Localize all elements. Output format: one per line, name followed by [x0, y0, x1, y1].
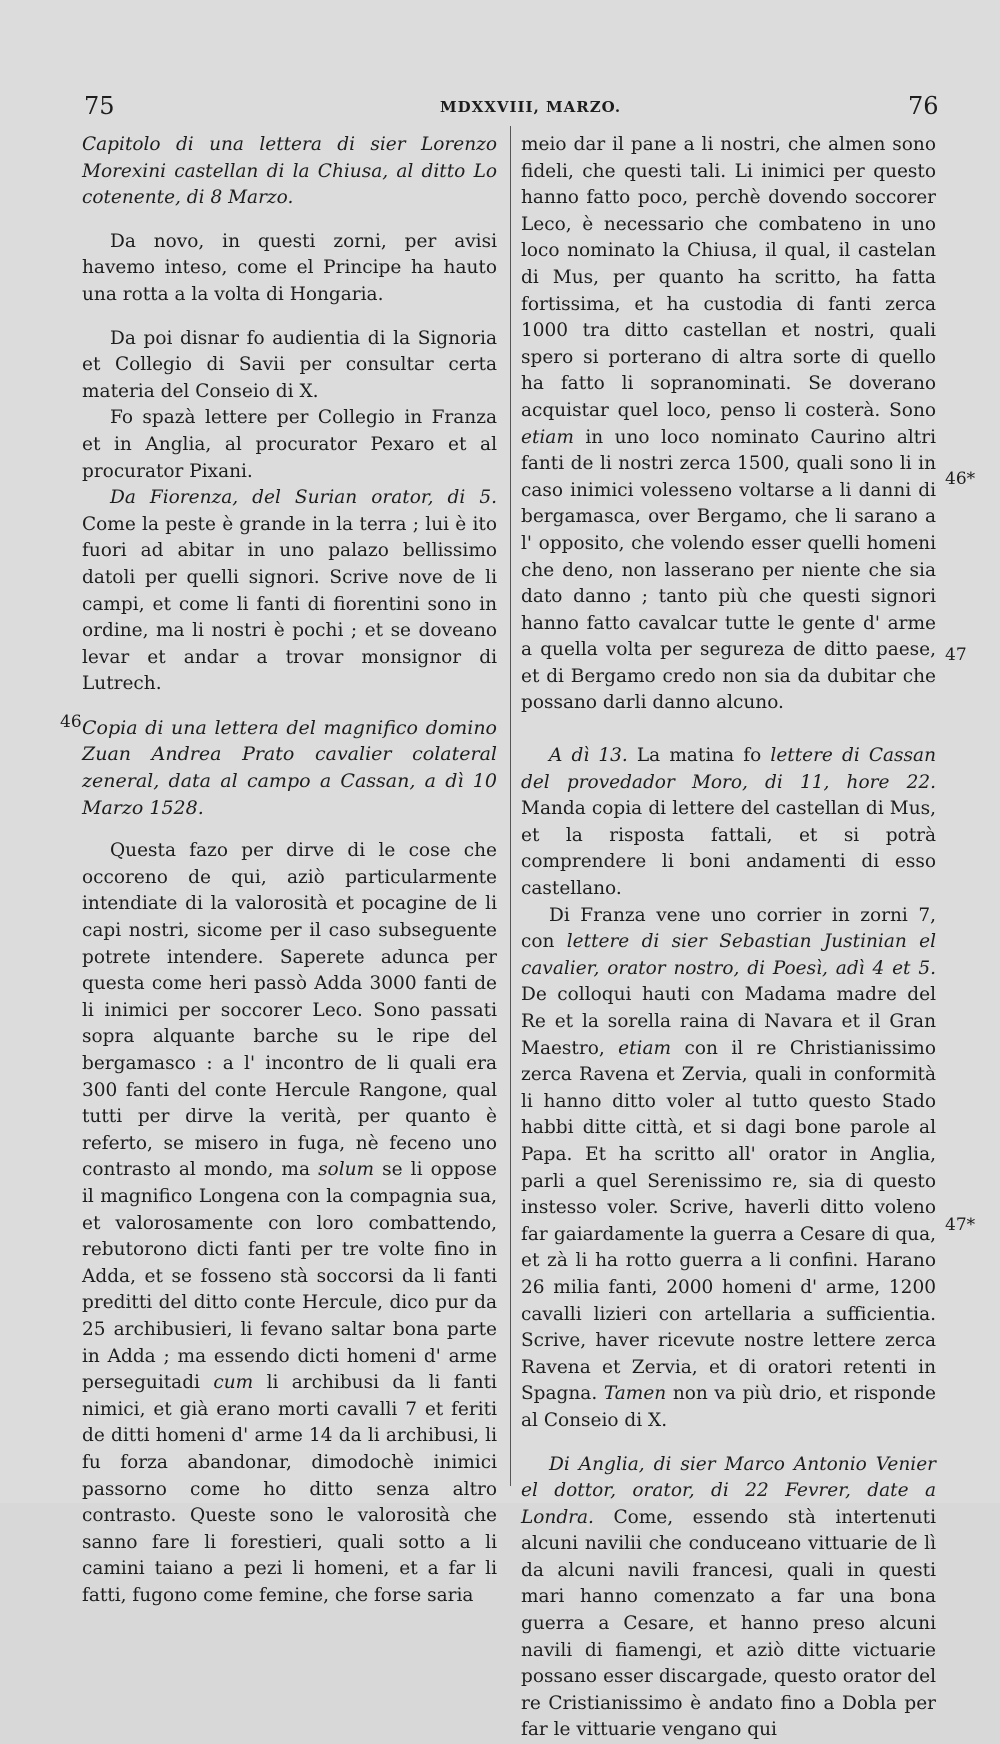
margin-note-47: 47 — [945, 645, 967, 665]
paragraph-text: De colloqui hauti con Madama madre del Re et la sorella raina di Navara et il Gran Maestro, — [521, 984, 936, 1058]
paragraph-text: meio dar il pane a li nostri, che almen sono fideli, che questi tali. Li inimici per questo hanno fatto poco, perchè dovendo soccorer Leco, è necessario che combateno in uno loco nominato la Chiusa, il qual, il castelan di Mus, per quanto ha scritto, ha fatta fortissima, et ha custodia di fanti zerca 1000 tra ditto castellan et nostri, quali spero si porterano di altra sorte di quello ha fatto li sopranominati. Se doverano acquistar quel loco, penso li costerà. Sono — [521, 134, 936, 421]
paragraph-text: Come la peste è grande in la terra ; lui è ito fuori ad abitar in uno palazo bellissimo datoli per quelli signori. Scrive nove de li campi, et come li fanti di fiorentini sono in ordine, ma li nostri è pochi ; et se doveano levar et andar a trovar monsignor di Lutrech. — [82, 514, 497, 695]
page-header — [0, 92, 1000, 124]
right-column — [521, 132, 936, 1744]
paragraph — [521, 903, 936, 1435]
margin-note-46: 46 — [60, 712, 82, 732]
paragraph-text: La matina fo — [637, 745, 761, 766]
right-page-number: 76 — [908, 92, 939, 120]
section-heading: Capitolo di una lettera di sier Lorenzo Morexini castellan di la Chiusa, al ditto Lo cotenente, di 8 Marzo. — [82, 132, 497, 212]
paragraph — [82, 485, 497, 698]
paragraph-text: li archibusi da li fanti nimici, et già erano morti cavalli 7 et feriti de ditti homeni d' arme 14 da li archibusi, li fu forza abandonar, dimodochè inimici passorno come ho ditto senza altro contrasto. Queste sono le valorosità che sanno fare li forestieri, quali sotto a li camini taiano a pezi li homeni, et a far li fatti, fugono come femine, che forse saria — [82, 1372, 497, 1606]
left-page-number: 75 — [84, 92, 115, 120]
margin-note-46-star: 46* — [945, 469, 975, 489]
paragraph: Da novo, in questi zorni, per avisi havemo inteso, come el Principe ha hauto una rotta a la volta di Hongaria. — [82, 229, 497, 309]
paragraph-text: con il re Christianissimo zerca Ravena et Zervia, quali in conformità li hanno ditto voler al tutto questo Stado habbi ditte città, et si dagi bone parole al Papa. Et ha scritto all' orator in Anglia, parli a quel Serenissimo re, sia di questo instesso voler. Scrive, haverli ditto voleno far gaiardamente la guerra a Cesare di qua, et zà li ha rotto guerra a li confini. Harano 26 milia fanti, 2000 homeni d' arme, 1200 cavalli lizieri con artellaria a sufficientia. Scrive, haver ricevute nostre lettere zerca Ravena et Zervia, et di oratori retenti in Spagna. — [521, 1038, 936, 1405]
paragraph-text: Di Franza vene uno corrier in zorni 7, con — [521, 905, 936, 953]
running-head: MDXXVIII, MARZO. — [440, 98, 621, 116]
latin-word: solum — [318, 1159, 374, 1180]
latin-word: etiam — [618, 1038, 671, 1059]
paragraph-text: Questa fazo per dirve di le cose che occoreno de qui, aziò particularmente intendiate di la valorosità et pocagine de li capi nostri, sicome per il caso subseguente potrete intendere. Saperete adunca per questa come heri passò Adda 3000 fanti de li inimici per soccorer Leco. Sono passati sopra alquante barche su le ripe del bergamasco : a l' incontro de li quali era 300 fanti del conte Hercule Rangone, qual tutti per dirve la verità, per quanto è referto, se misero in fuga, nè feceno uno contrasto al mondo, ma — [82, 840, 497, 1180]
paragraph-text: non va più drio, et risponde al Conseio di X. — [521, 1383, 936, 1431]
paragraph: Da poi disnar fo audientia di la Signoria et Collegio di Savii per consultar certa materia del Conseio di X. — [82, 326, 497, 406]
latin-word: etiam — [521, 427, 574, 448]
latin-word: cum — [213, 1372, 253, 1393]
paragraph — [521, 132, 936, 717]
paragraph-italic: lettere di Cassan del provedador Moro, di 11, hore 22. — [521, 745, 936, 793]
latin-word: Tamen — [604, 1383, 666, 1404]
left-column — [82, 132, 497, 1609]
column-divider — [510, 126, 511, 1486]
margin-note-47-star: 47* — [945, 1215, 975, 1235]
paragraph-italic: Di Anglia, di sier Marco Antonio Venier el dottor, orator, di 22 Fevrer, date a Londra. — [521, 1454, 936, 1528]
paragraph-text: in uno loco nominato Caurino altri fanti de li nostri zerca 1500, quali sono li in caso inimici volesseno voltarse a li danni di bergamasca, over Bergamo, che li sarano a l' opposito, che volendo esser quelli homeni che deno, non lasserano per niente che sia dato danno ; tanto più che questi signori hanno fatto cavalcar tutte le gente d' arme a quella volta per segureza de ditto paese, et di Bergamo credo non sia da dubitar che possano darli danno alcuno. — [521, 427, 936, 714]
paragraph: Fo spazà lettere per Collegio in Franza et in Anglia, al procurator Pexaro et al procurator Pixani. — [82, 405, 497, 485]
paragraph-lead: Da Fiorenza, del Surian orator, di 5. — [110, 487, 497, 508]
paragraph-italic: lettere di sier Sebastian Justinian el cavalier, orator nostro, di Poesì, adì 4 et 5. — [521, 931, 936, 979]
paragraph — [521, 1452, 936, 1744]
paragraph — [82, 838, 497, 1609]
paragraph — [521, 743, 936, 903]
paragraph-text: Come, essendo stà intertenuti alcuni navilii che conduceano vittuarie de lì da alcuni navili francesi, quali in questi mari hanno comenzato a far una bona guerra a Cesare, et hanno preso alcuni navili di fiamengi, et aziò ditte victuarie possano esser discargade, questo orator del re Cristianissimo è andato fino a Dobla per far le vittuarie vengano qui — [521, 1507, 936, 1741]
section-heading: Copia di una lettera del magnifico domino Zuan Andrea Prato cavalier colateral zeneral, data al campo a Cassan, a dì 10 Marzo 1528. — [82, 715, 497, 821]
paragraph-text: Manda copia di lettere del castellan di Mus, et la risposta fattali, et si potrà comprendere li boni andamenti di esso castellano. — [521, 798, 936, 899]
paragraph-text: se li oppose il magnifico Longena con la compagnia sua, et valorosamente con loro combattendo, rebutorono dicti fanti per tre volte fino in Adda, et se fosseno stà soccorsi da li fanti preditti del ditto conte Hercule, dico pur da 25 archibusieri, li fevano saltar bona parte in Adda ; ma essendo dicti homeni d' arme perseguitadi — [82, 1159, 497, 1393]
paragraph-lead: A dì 13. — [549, 745, 628, 766]
